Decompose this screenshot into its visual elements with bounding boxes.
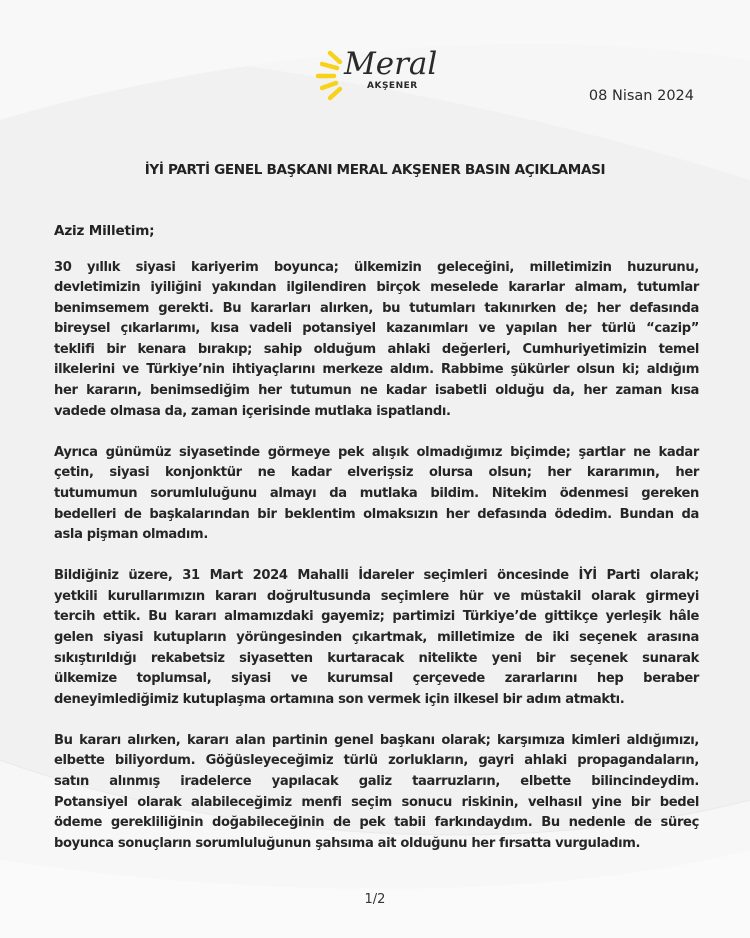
sun-rays-icon (300, 36, 450, 106)
text-line: Ayrıca günümüz siyasetinde görmeye pek alışık olmadığımız biçimde; şartlar ne kadar (54, 444, 699, 460)
text-line: her kararın, benimsediğim her tutumun ne kadar isabetli olduğu da, her zaman kısa (54, 383, 699, 399)
text-line: gelen siyasi kutupların yörüngesinden çıkartmak, milletimize de iki seçenek arasına (54, 630, 699, 645)
text-line: satın alınmış iradelerce yapılacak galiz taarruzların, elbette bilincindeydim. (54, 774, 699, 790)
text-line: boyunca sonuçların sorumluluğunun şahsıma ait olduğunu her fırsatta vurguladım. (54, 835, 641, 851)
text-line: 30 yıllık siyasi kariyerim boyunca; ülkemizin geleceğini, milletimizin huzurunu, (54, 259, 699, 275)
text-line: bedelleri de başkalarından bir beklentim olmaksızın her defasında ödedim. Bundan da (54, 506, 699, 522)
document-date: 08 Nisan 2024 (588, 88, 694, 104)
logo-surname: AKŞENER (367, 81, 418, 91)
logo (300, 36, 450, 106)
text-line: vadede olmasa da, zaman içerisinde mutlaka ispatlandı. (54, 403, 451, 419)
page-number: 1/2 (364, 892, 386, 907)
text-line: tutumumun sorumluluğunu almayı da mutlaka bildim. Nitekim ödenmesi gereken (54, 485, 699, 501)
text-line: ilkelerini ve Türkiye’nin ihtiyaçlarını merkeze aldım. Rabbime şükürler olsun ki; aldığım (54, 362, 699, 378)
salutation: Aziz Milletim; (54, 223, 155, 239)
paragraph-2 (54, 443, 699, 546)
text-line: benimsemem gerekti. Bu kararları alırken, bu tutumları takınırken de; her defasında (54, 300, 699, 316)
paragraph-3 (54, 566, 699, 710)
document-body (54, 221, 699, 875)
text-line: sıkıştırıldığı rekabetsiz siyasetten kurtaracak nitelikte yeni bir seçenek sunarak (54, 650, 699, 666)
logo-name: Meral (344, 46, 438, 82)
text-line: teklifi bir kenara bırakıp; sahip olduğum ahlaki değerleri, Cumhuriyetimizin temel (54, 341, 699, 357)
paragraph-1 (54, 258, 699, 423)
text-line: devletimizin iyiliğini yakından ilgilendiren birçok meselede kararlar almam, tutumlar (54, 280, 699, 296)
text-line: Potansiyel olarak alabileceğimiz menfi seçim sonucu riskinin, velhasıl yine bir bedel (54, 794, 699, 810)
text-line: ödeme gerekliliğinin doğabileceğinin de pek tabii farkındaydım. Bu nedenle de süreç (54, 815, 699, 831)
paragraph-4 (54, 731, 699, 855)
text-line: deneyimlediğimiz kutuplaşma ortamına son vermek için ilkesel bir adım atmaktı. (54, 691, 625, 707)
text-line: yetkili kurullarımızın kararı doğrultusunda seçimlere hür ve müstakil olarak girmeyi (54, 588, 699, 604)
text-line: tercih ettik. Bu kararı almamızdaki gayemiz; partimizi Türkiye’de gittikçe yerleşik hâle (54, 609, 699, 625)
text-line: bireysel çıkarlarımı, kısa vadeli potansiyel kazanımları ve yapılan her türlü “cazip” (54, 321, 699, 337)
text-line: çetin, siyasi konjonktür ne kadar elverişsiz olursa olsun; her kararımın, her (54, 465, 699, 481)
text-line: elbette biliyordum. Göğüsleyeceğimiz türlü zorlukların, gayri ahlaki propagandaların, (54, 753, 699, 769)
document-title: İYİ PARTİ GENEL BAŞKANI MERAL AKŞENER BASIN AÇIKLAMASI (144, 162, 606, 178)
text-line: Bu kararı alırken, kararı alan partinin genel başkanı olarak; karşımıza kimleri aldığımızı, (54, 732, 699, 748)
text-line: ülkemize toplumsal, siyasi ve kurumsal çerçevede zararlarını hep beraber (54, 671, 699, 687)
text-line: asla pişman olmadım. (54, 527, 208, 543)
text-line: Bildiğiniz üzere, 31 Mart 2024 Mahalli İdareler seçimleri öncesinde İYİ Parti olarak; (54, 568, 699, 584)
